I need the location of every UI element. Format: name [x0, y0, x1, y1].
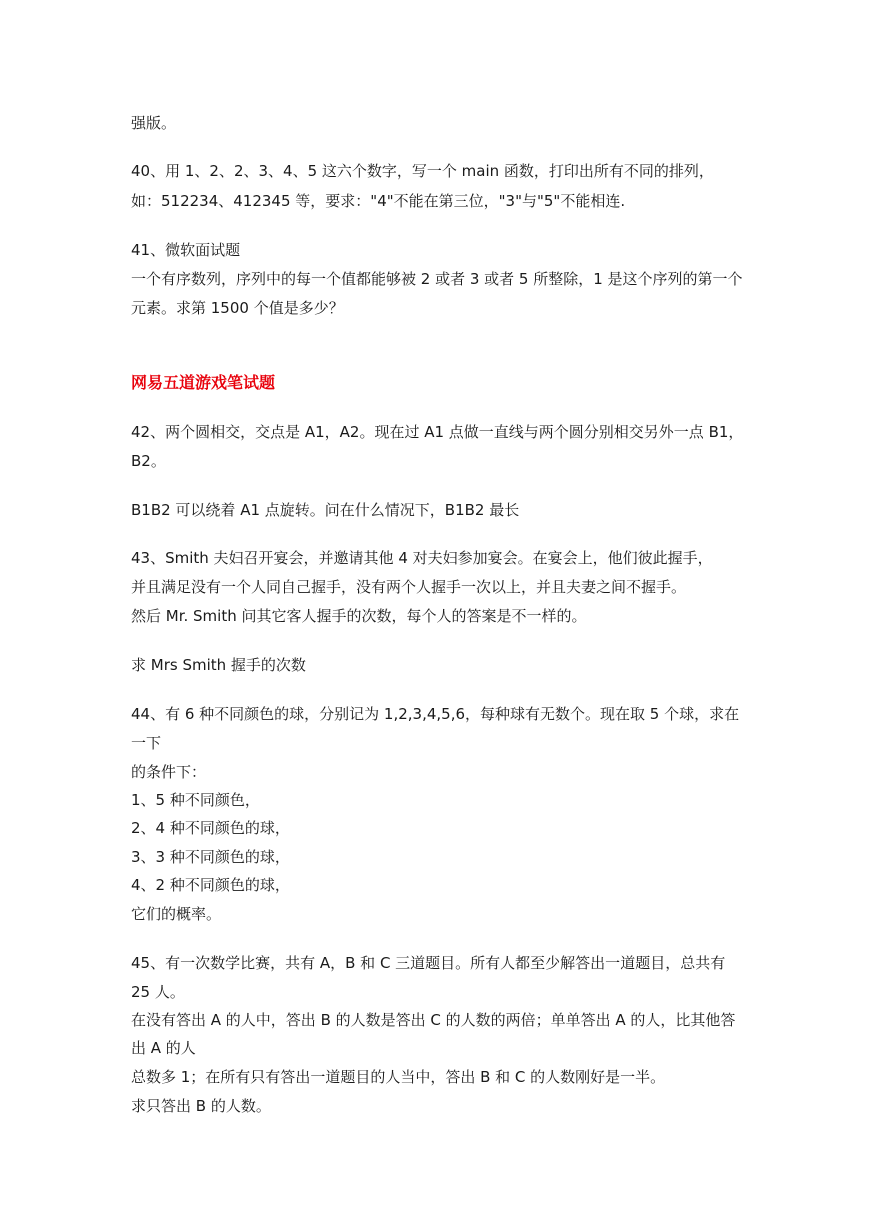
question-45-line-6: 求只答出 B 的人数。 — [131, 1097, 271, 1115]
question-45-line-1: 45、有一次数学比赛，共有 A，B 和 C 三道题目。所有人都至少解答出一道题目，总共有 — [131, 954, 726, 972]
question-42-line-3: B1B2 可以绕着 A1 点旋转。问在什么情况下，B1B2 最长 — [131, 501, 520, 519]
question-44-item-3: 3、3 种不同颜色的球， — [131, 848, 290, 866]
question-41-line-2: 元素。求第 1500 个值是多少？ — [131, 299, 344, 317]
question-44-item-1: 1、5 种不同颜色， — [131, 791, 260, 809]
question-44-line-3: 的条件下： — [131, 763, 207, 781]
question-42-line-2: B2。 — [131, 452, 166, 470]
question-44-line-4: 它们的概率。 — [131, 905, 222, 923]
question-44-line-2: 一下 — [131, 734, 162, 752]
question-44-item-4: 4、2 种不同颜色的球， — [131, 876, 290, 894]
question-42-line-1: 42、两个圆相交，交点是 A1，A2。现在过 A1 点做一直线与两个圆分别相交另外一点 B1， — [131, 423, 744, 441]
question-43-line-2: 并且满足没有一个人同自己握手，没有两个人握手一次以上，并且夫妻之间不握手。 — [131, 578, 687, 596]
question-44-item-2: 2、4 种不同颜色的球， — [131, 819, 290, 837]
question-45-line-4: 出 A 的人 — [131, 1039, 196, 1057]
question-43-line-1: 43、Smith 夫妇召开宴会，并邀请其他 4 对夫妇参加宴会。在宴会上，他们彼此握手， — [131, 549, 713, 567]
question-45-line-3: 在没有答出 A 的人中，答出 B 的人数是答出 C 的人数的两倍；单单答出 A 的人，比其他答 — [131, 1011, 736, 1029]
question-41-line-1: 一个有序数列，序列中的每一个值都能够被 2 或者 3 或者 5 所整除，1 是这个序列的第一个 — [131, 270, 743, 288]
question-41-title: 41、微软面试题 — [131, 241, 241, 259]
text-line: 强版。 — [131, 114, 177, 132]
question-45-line-2: 25 人。 — [131, 983, 185, 1001]
question-45-line-5: 总数多 1；在所有只有答出一道题目的人当中，答出 B 和 C 的人数刚好是一半。 — [131, 1068, 666, 1086]
question-40-line-2: 如：512234、412345 等，要求："4"不能在第三位，"3"与"5"不能相连. — [131, 192, 626, 210]
question-40-line-1: 40、用 1、2、2、3、4、5 这六个数字，写一个 main 函数，打印出所有不同的排列， — [131, 162, 714, 180]
question-44-line-1: 44、有 6 种不同颜色的球，分别记为 1,2,3,4,5,6，每种球有无数个。现在取 5 个球，求在 — [131, 705, 740, 723]
question-43-line-4: 求 Mrs Smith 握手的次数 — [131, 656, 306, 674]
question-43-line-3: 然后 Mr. Smith 问其它客人握手的次数，每个人的答案是不一样的。 — [131, 607, 587, 625]
section-heading: 网易五道游戏笔试题 — [131, 373, 276, 392]
